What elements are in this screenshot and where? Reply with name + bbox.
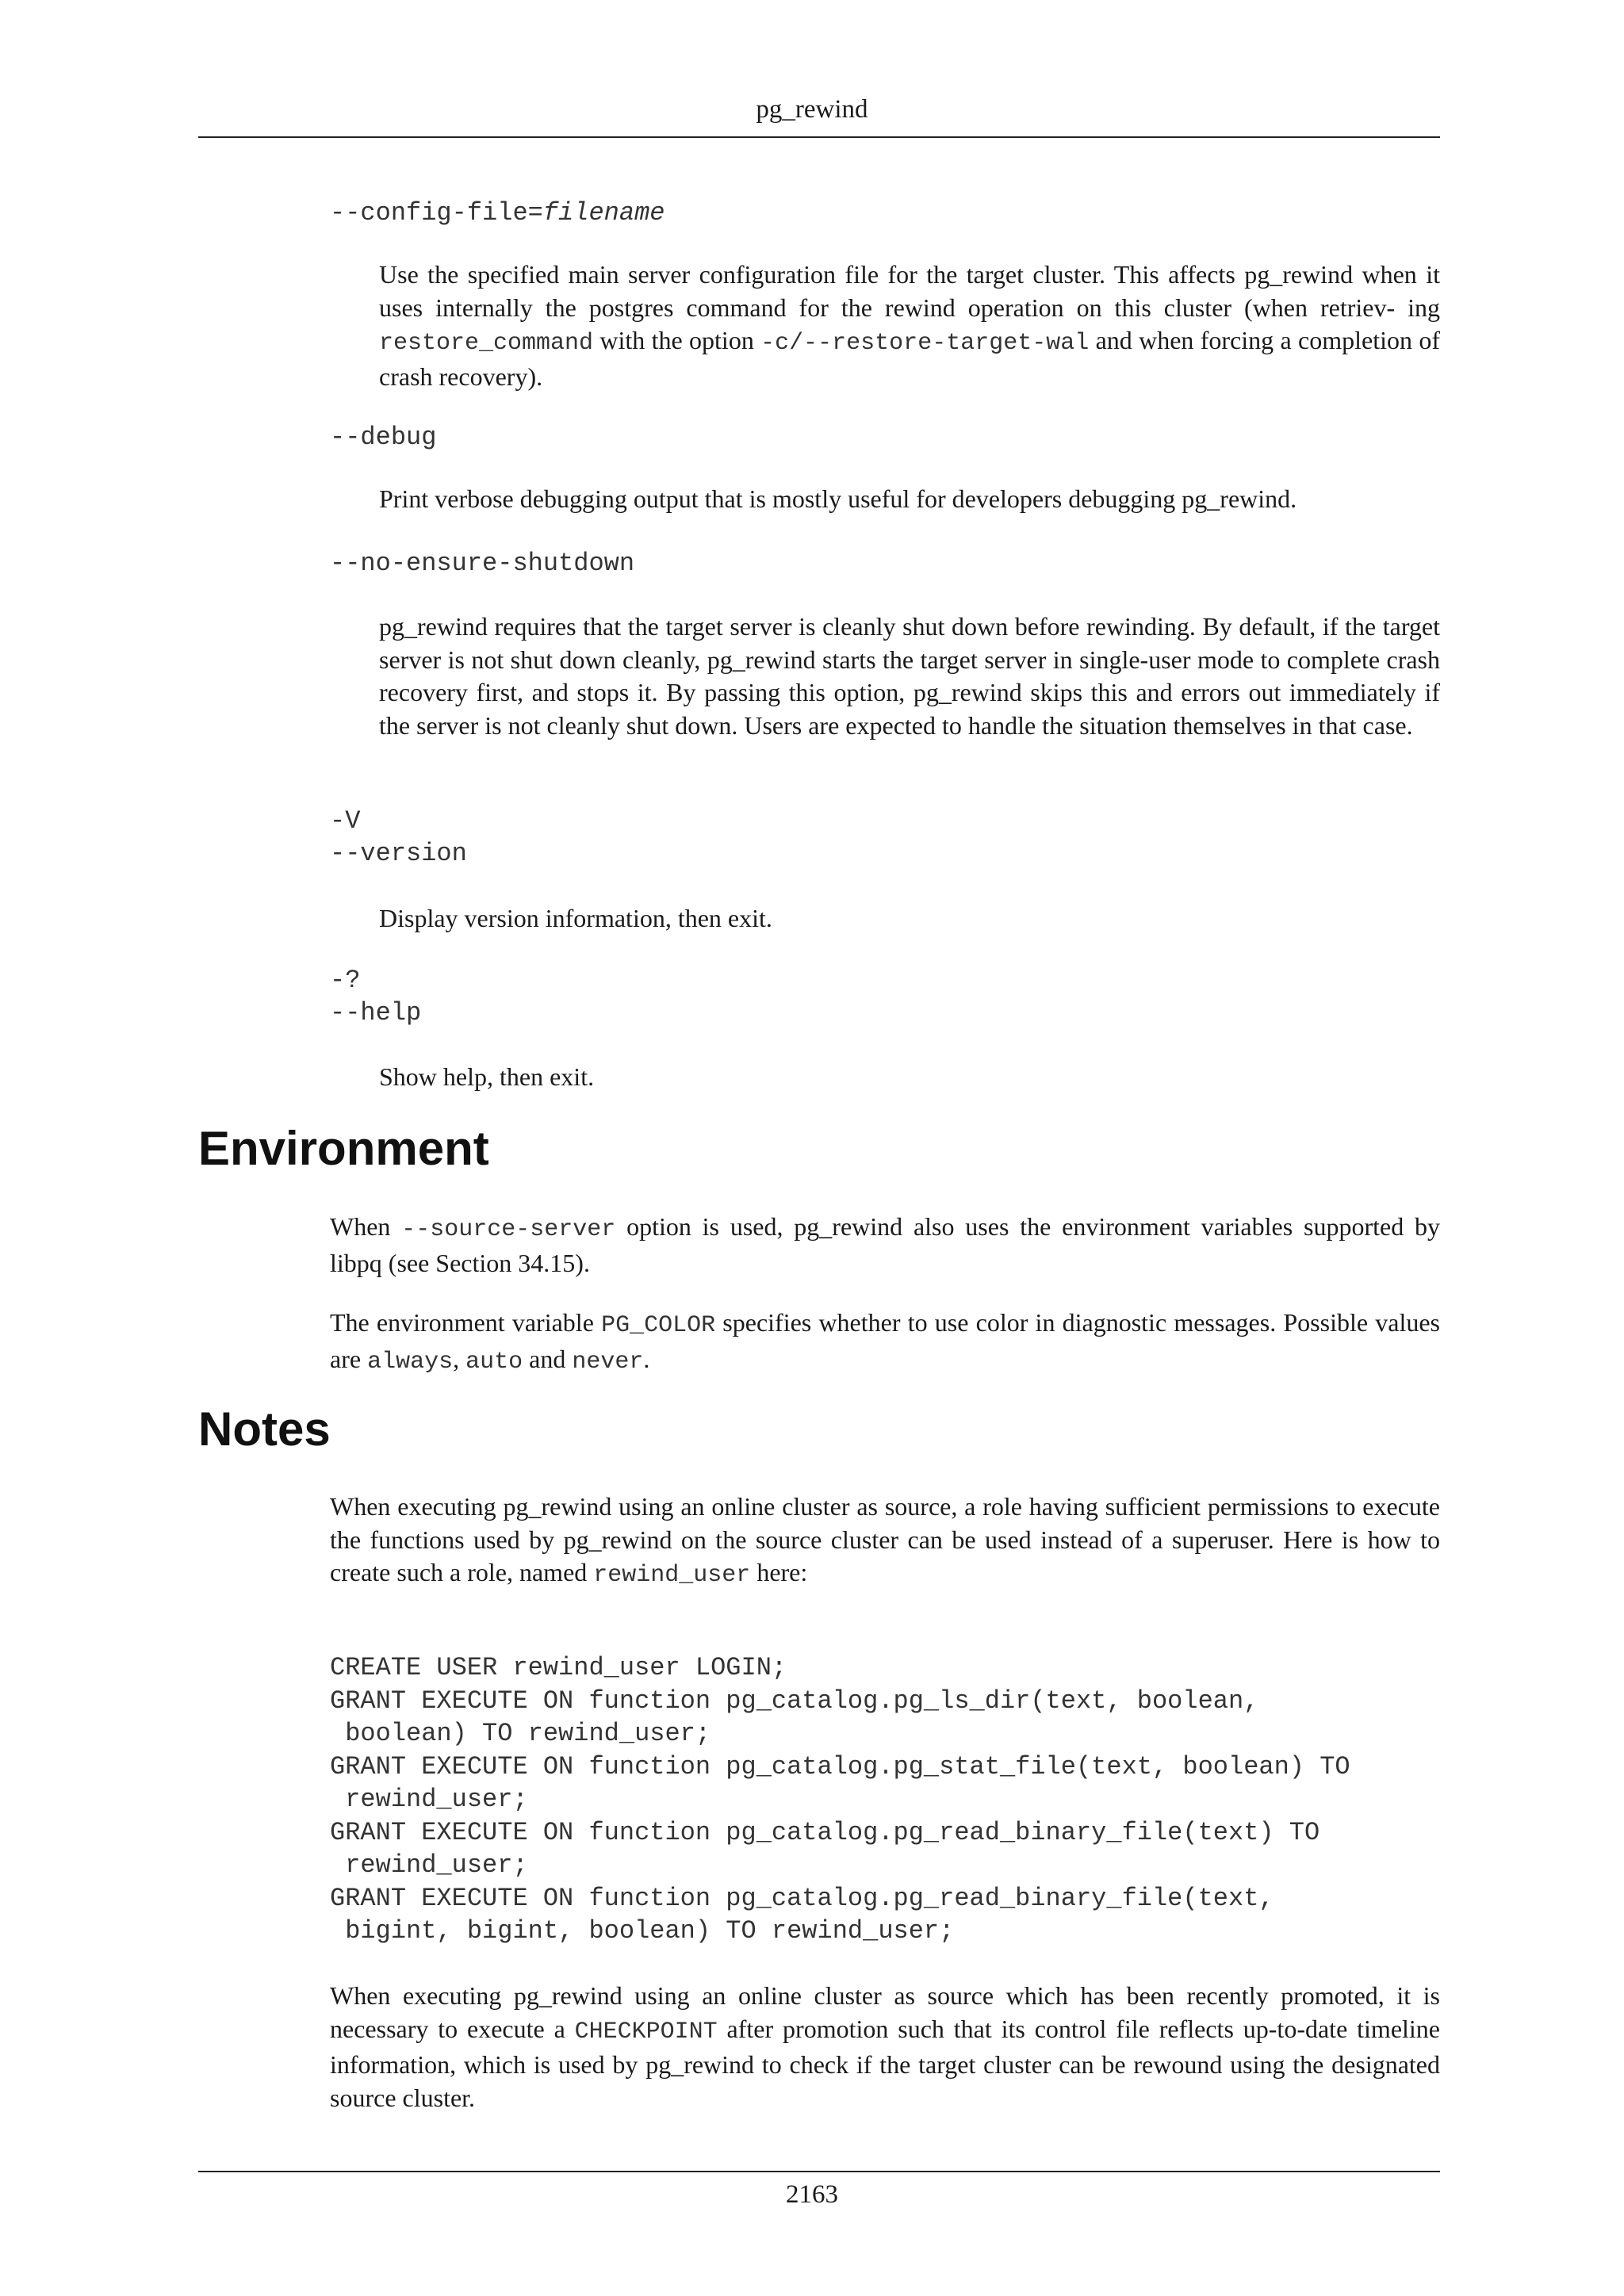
environment-heading: Environment bbox=[198, 1122, 489, 1175]
option-help-short: -? bbox=[330, 966, 361, 995]
inline-code: rewind_user bbox=[593, 1562, 751, 1589]
option-flag: --config-file= bbox=[330, 198, 543, 228]
sql-code-block: CREATE USER rewind_user LOGIN; GRANT EXECUTE ON function pg_catalog.pg_ls_dir(text, boolean, boolean) TO rewind_user; GRANT EXECUTE ON function pg_catalog.pg_stat_file(text, boolean) TO rewind_user; GRANT EXECUTE ON function pg_catalog.pg_read_binary_file(text) TO rewind_user; GRANT EXECUTE ON function pg_catalog.pg_read_binary_file(text, bigint, bigint, boolean) TO rewind_user; bbox=[330, 1653, 1350, 1946]
notes-paragraph-2: When executing pg_rewind using an online cluster as source which has been recently promoted, it is necessary to execute a CHECKPOINT after promotion such that its control file reflects up-to-date timeline information, which is used by pg_rewind to check if the target cluster can be rewound using the designated source cluster. bbox=[330, 1981, 1441, 2112]
inline-code: auto bbox=[465, 1348, 523, 1376]
inline-code: PG_COLOR bbox=[601, 1312, 716, 1339]
inline-code: --source-server bbox=[401, 1216, 616, 1243]
option-config-file bbox=[330, 197, 665, 229]
config-file-description: Use the specified main server configuration file for the target cluster. This affects pg_rewind when it uses internally the postgres command for the rewind operation on this cluster (when retriev- ing restore_command with the option -c/--restore-target-wal and when forcing a completion of crash recovery). bbox=[379, 260, 1440, 391]
page-number: 2163 bbox=[786, 2180, 838, 2209]
notes-heading: Notes bbox=[198, 1402, 331, 1456]
option-debug: --debug bbox=[330, 423, 437, 452]
inline-code: never bbox=[572, 1348, 644, 1376]
option-version-short: -V bbox=[330, 806, 361, 836]
inline-code: -c/--restore-target-wal bbox=[760, 330, 1090, 357]
option-arg: filename bbox=[542, 198, 665, 228]
environment-paragraph-1: When --source-server option is used, pg_rewind also uses the environment variables supported by libpq (see Section 34.15). bbox=[330, 1212, 1441, 1277]
option-version-long: --version bbox=[330, 839, 467, 868]
inline-code: CHECKPOINT bbox=[574, 2018, 718, 2045]
option-help-long: --help bbox=[330, 998, 422, 1027]
version-description: Display version information, then exit. bbox=[379, 904, 772, 932]
debug-description: Print verbose debugging output that is mostly useful for developers debugging pg_rewind. bbox=[379, 484, 1297, 513]
footer-rule bbox=[198, 2171, 1440, 2172]
environment-paragraph-2: The environment variable PG_COLOR specifies whether to use color in diagnostic messages. Possible values are always, auto and never. bbox=[330, 1308, 1441, 1376]
running-header: pg_rewind bbox=[756, 95, 868, 124]
header-rule bbox=[198, 136, 1440, 138]
no-ensure-shutdown-description: pg_rewind requires that the target server is cleanly shut down before rewinding. By default, if the target server is not shut down cleanly, pg_rewind starts the target server in single-user mode to complete crash recovery first, and stops it. By passing this option, pg_rewind skips this and errors out immediately if the server is not cleanly shut down. Users are expected to handle the situation themselves in that case. bbox=[379, 612, 1440, 740]
option-no-ensure-shutdown: --no-ensure-shutdown bbox=[330, 549, 635, 578]
inline-code: always bbox=[367, 1348, 454, 1376]
help-description: Show help, then exit. bbox=[379, 1062, 595, 1091]
inline-code: restore_command bbox=[379, 330, 594, 357]
notes-paragraph-1: When executing pg_rewind using an online cluster as source, a role having sufficient permissions to execute the functions used by pg_rewind on the source cluster can be used instead of a superuser. Here is how to create such a role, named rewind_user here: bbox=[330, 1492, 1440, 1589]
